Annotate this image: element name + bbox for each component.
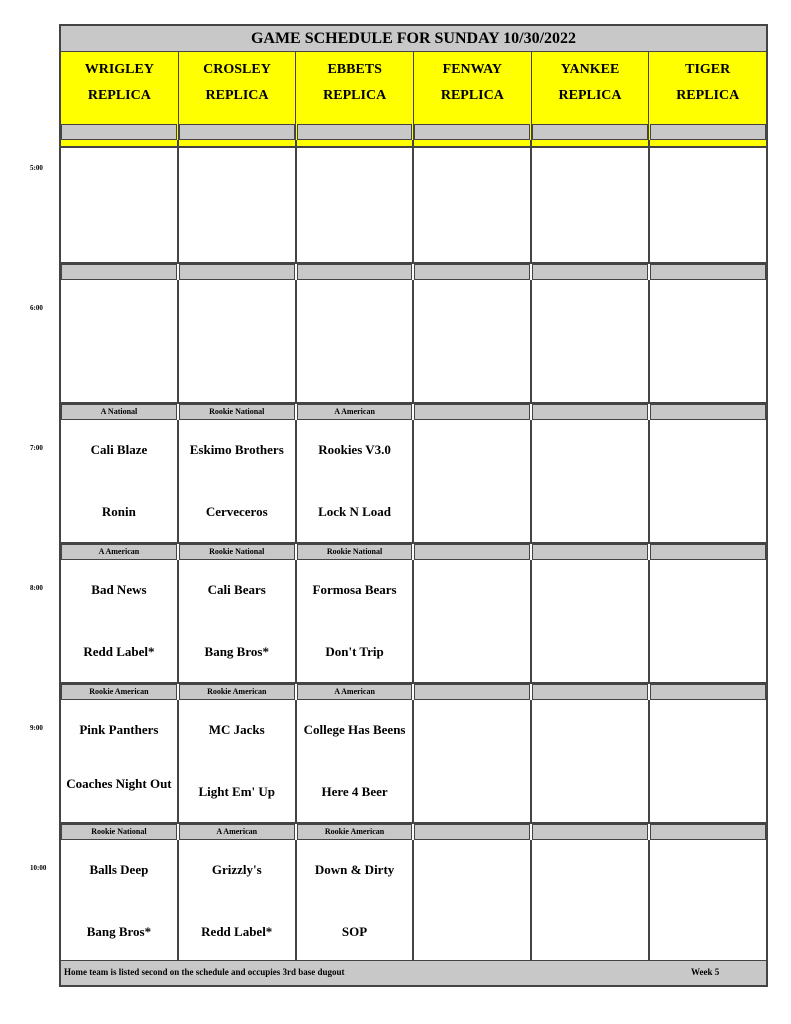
division-label: Rookie National bbox=[297, 544, 413, 560]
away-team: Bad News bbox=[91, 582, 147, 597]
division-label bbox=[414, 824, 530, 840]
away-team: College Has Beens bbox=[303, 722, 406, 737]
division-label: A American bbox=[297, 404, 413, 420]
game-cell bbox=[297, 700, 415, 824]
division-label bbox=[532, 404, 648, 420]
division-label bbox=[414, 544, 530, 560]
home-team: Here 4 Beer bbox=[321, 784, 388, 799]
division-label bbox=[179, 124, 295, 140]
home-team: Bang Bros* bbox=[204, 644, 269, 659]
games-row bbox=[61, 700, 766, 824]
division-label: A American bbox=[297, 684, 413, 700]
stadium-subtitle: REPLICA bbox=[440, 88, 504, 103]
stadium-name: YANKEE bbox=[560, 62, 620, 77]
division-label: Rookie American bbox=[61, 684, 177, 700]
game-cell bbox=[532, 280, 650, 404]
stadium-name: TIGER bbox=[685, 62, 731, 77]
division-label bbox=[414, 124, 530, 140]
division-label bbox=[532, 264, 648, 280]
game-cell bbox=[179, 420, 297, 544]
division-label bbox=[297, 264, 413, 280]
home-team: Cerveceros bbox=[205, 504, 268, 519]
division-label bbox=[414, 264, 530, 280]
home-team: Redd Label* bbox=[201, 924, 273, 939]
game-cell bbox=[61, 280, 179, 404]
game-cell bbox=[61, 140, 179, 264]
home-team: Ronin bbox=[101, 504, 136, 519]
schedule-title: GAME SCHEDULE FOR SUNDAY 10/30/2022 bbox=[61, 26, 766, 52]
game-cell bbox=[650, 420, 766, 544]
division-label bbox=[532, 544, 648, 560]
division-row bbox=[61, 684, 766, 700]
game-cell bbox=[414, 140, 532, 264]
division-label bbox=[532, 124, 648, 140]
stadium-subtitle: REPLICA bbox=[87, 88, 151, 103]
game-cell bbox=[297, 280, 415, 404]
time-label: 9:00 bbox=[30, 724, 43, 732]
game-cell bbox=[297, 420, 415, 544]
division-label bbox=[650, 404, 766, 420]
away-team: Grizzly's bbox=[211, 862, 262, 877]
week-label: Week 5 bbox=[691, 967, 720, 977]
division-label bbox=[650, 264, 766, 280]
division-label: A National bbox=[61, 404, 177, 420]
division-row bbox=[61, 404, 766, 420]
stadium-subtitle: REPLICA bbox=[558, 88, 622, 103]
division-label bbox=[650, 684, 766, 700]
home-team: Lock N Load bbox=[318, 504, 392, 519]
home-team: Coaches Night Out bbox=[66, 776, 172, 791]
away-team: Down & Dirty bbox=[314, 862, 395, 877]
game-cell bbox=[297, 840, 415, 964]
games-row bbox=[61, 280, 766, 404]
stadium-name: CROSLEY bbox=[203, 62, 271, 77]
games-row bbox=[61, 840, 766, 964]
division-label bbox=[414, 404, 530, 420]
away-team: Rookies V3.0 bbox=[318, 442, 391, 457]
game-cell bbox=[650, 700, 766, 824]
game-cell bbox=[297, 560, 415, 684]
division-label bbox=[297, 124, 413, 140]
division-label: A American bbox=[179, 824, 295, 840]
away-team: Pink Panthers bbox=[79, 722, 159, 737]
stadium-subtitle: REPLICA bbox=[323, 88, 387, 103]
division-label bbox=[61, 124, 177, 140]
time-column bbox=[0, 0, 58, 1024]
game-cell bbox=[179, 280, 297, 404]
time-label: 5:00 bbox=[30, 164, 43, 172]
game-cell bbox=[650, 140, 766, 264]
game-cell bbox=[61, 420, 179, 544]
games-row bbox=[61, 420, 766, 544]
game-cell bbox=[61, 700, 179, 824]
division-label: Rookie American bbox=[179, 684, 295, 700]
division-row bbox=[61, 544, 766, 560]
home-team: SOP bbox=[341, 924, 368, 939]
game-cell bbox=[650, 560, 766, 684]
division-row bbox=[61, 264, 766, 280]
division-label bbox=[650, 544, 766, 560]
game-cell bbox=[650, 840, 766, 964]
time-label: 8:00 bbox=[30, 584, 43, 592]
game-cell bbox=[61, 840, 179, 964]
division-label: Rookie American bbox=[297, 824, 413, 840]
stadium-subtitle: REPLICA bbox=[676, 88, 740, 103]
away-team: Formosa Bears bbox=[312, 582, 397, 597]
division-row bbox=[61, 824, 766, 840]
division-label: A American bbox=[61, 544, 177, 560]
game-cell bbox=[532, 840, 650, 964]
game-cell bbox=[650, 280, 766, 404]
division-label bbox=[532, 824, 648, 840]
away-team: Balls Deep bbox=[89, 862, 149, 877]
time-label: 7:00 bbox=[30, 444, 43, 452]
division-label bbox=[650, 124, 766, 140]
away-team: MC Jacks bbox=[208, 722, 265, 737]
division-label bbox=[414, 684, 530, 700]
home-team: Don't Trip bbox=[325, 644, 384, 659]
game-cell bbox=[179, 700, 297, 824]
game-cell bbox=[532, 560, 650, 684]
footer-note: Home team is listed second on the schedule and occupies 3rd base dugout bbox=[64, 967, 345, 977]
game-cell bbox=[414, 420, 532, 544]
division-label bbox=[650, 824, 766, 840]
game-cell bbox=[179, 840, 297, 964]
game-cell bbox=[414, 840, 532, 964]
game-cell bbox=[532, 140, 650, 264]
game-cell bbox=[414, 280, 532, 404]
home-team: Redd Label* bbox=[83, 644, 155, 659]
division-label bbox=[532, 684, 648, 700]
time-label: 6:00 bbox=[30, 304, 43, 312]
game-cell bbox=[414, 560, 532, 684]
division-label: Rookie National bbox=[61, 824, 177, 840]
schedule-sheet bbox=[59, 24, 768, 987]
stadium-subtitle: REPLICA bbox=[205, 88, 269, 103]
games-row bbox=[61, 140, 766, 264]
game-cell bbox=[179, 140, 297, 264]
away-team: Cali Bears bbox=[207, 582, 266, 597]
time-label: 10:00 bbox=[30, 864, 47, 872]
away-team: Eskimo Brothers bbox=[189, 442, 284, 457]
game-cell bbox=[297, 140, 415, 264]
stadium-name: EBBETS bbox=[327, 62, 382, 77]
division-label bbox=[179, 264, 295, 280]
division-label: Rookie National bbox=[179, 404, 295, 420]
game-cell bbox=[414, 700, 532, 824]
away-team: Cali Blaze bbox=[90, 442, 148, 457]
game-cell bbox=[532, 700, 650, 824]
games-row bbox=[61, 560, 766, 684]
game-cell bbox=[61, 560, 179, 684]
stadium-name: FENWAY bbox=[442, 62, 503, 77]
schedule-footer bbox=[61, 960, 766, 985]
division-label: Rookie National bbox=[179, 544, 295, 560]
game-cell bbox=[179, 560, 297, 684]
stadium-name: WRIGLEY bbox=[84, 62, 154, 77]
home-team: Bang Bros* bbox=[86, 924, 152, 939]
home-team: Light Em' Up bbox=[198, 784, 276, 799]
division-label bbox=[61, 264, 177, 280]
game-cell bbox=[532, 420, 650, 544]
division-row bbox=[61, 124, 766, 140]
